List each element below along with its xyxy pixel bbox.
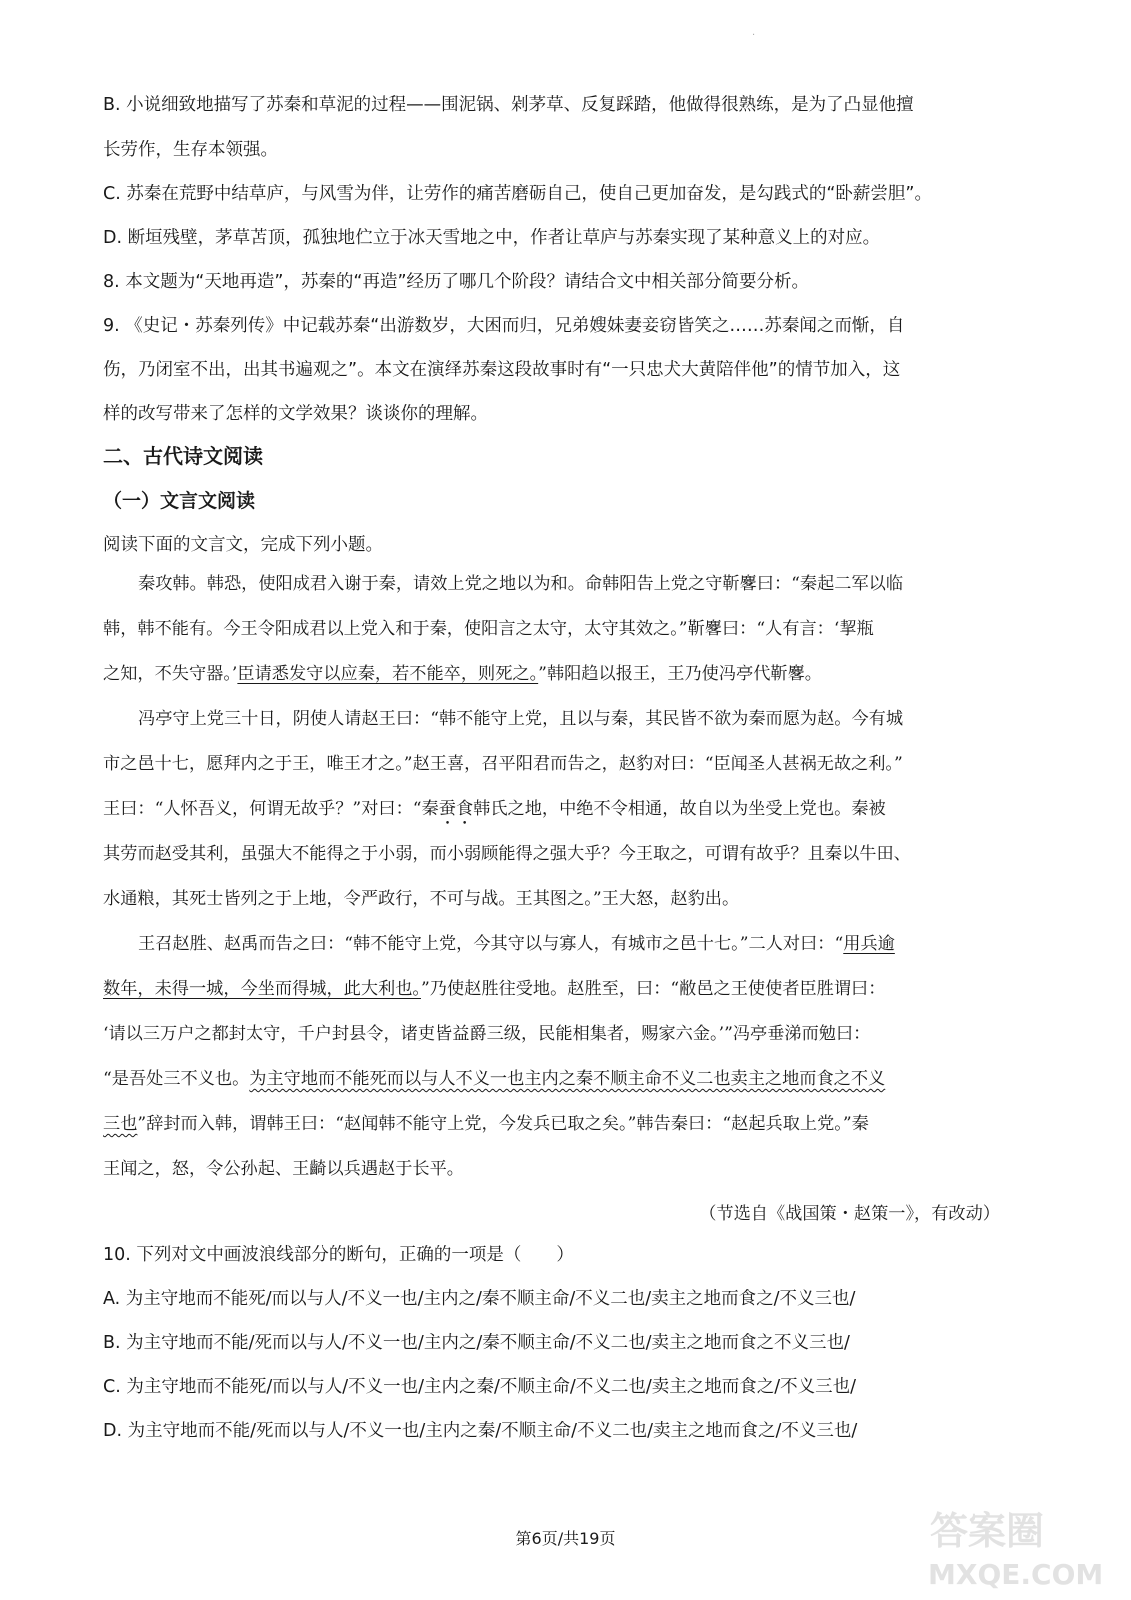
passage-p1-line3 — [103, 662, 1023, 686]
q10-option-c: C. 为主守地而不能死/而以与人/不义一也/主内之秦/不顺主命/不义二也/卖主之地而食之/不义三也/ — [103, 1377, 857, 1397]
passage-text: ”韩阳趋以报王，王乃使冯亭代靳𪊲。 — [538, 664, 822, 684]
passage-text: ”辞封而入韩，谓韩王曰：“赵闻韩不能守上党，今发兵已取之矣。”韩告秦曰：“赵起兵取上党。”秦 — [137, 1114, 869, 1134]
underlined-sentence: 用兵逾 — [843, 934, 895, 954]
passage-p3-line2 — [103, 977, 1023, 1001]
passage-p2-line5: 水通粮，其死士皆列之于上地，令严政行，不可与战。王其图之。”王大怒，赵豹出。 — [103, 889, 740, 909]
passage-source: （节选自《战国策・赵策一》，有改动） — [699, 1204, 1000, 1224]
question-8: 8. 本文题为“天地再造”，苏秦的“再造”经历了哪几个阶段？请结合文中相关部分简要分析。 — [103, 272, 810, 292]
passage-text: 之知，不失守器。’ — [103, 664, 238, 684]
passage-p3-line1 — [138, 932, 1018, 956]
passage-text: 王召赵胜、赵禹而告之曰：“韩不能守上党，今其守以与寡人，有城市之邑十七。”二人对曰：“ — [138, 934, 844, 954]
subsection-title: （一）文言文阅读 — [103, 490, 256, 512]
wavy-underlined-text: 三也 — [103, 1114, 138, 1134]
scan-speck: · — [752, 30, 756, 41]
passage-text: 韩氏之地，中绝不令相通，故自以为坐受上党也。秦被 — [473, 799, 886, 819]
passage-text: ”乃使赵胜往受地。赵胜至，曰：“敝邑之王使使者臣胜谓曰： — [420, 979, 886, 999]
passage-p3-line3: ‘请以三万户之都封太守，千户封县令，诸吏皆益爵三级，民能相集者，赐家六金。’”冯亭垂涕而勉曰： — [103, 1024, 871, 1044]
question-9-line1: 9. 《史记・苏秦列传》中记载苏秦“出游数岁，大困而归，兄弟嫂妹妻妾窃皆笑之……苏秦闻之而惭，自 — [103, 316, 905, 336]
watermark-top-text: 答案圈 — [930, 1509, 1045, 1553]
passage-text: 王曰：“人怀吾义，何谓无故乎？”对曰：“秦 — [103, 799, 439, 819]
passage-p2-line1: 冯亭守上党三十日，阴使人请赵王曰：“韩不能守上党，且以与秦，其民皆不欲为秦而愿为赵。今有城 — [138, 709, 904, 729]
passage-text: “是吾处三不义也。 — [103, 1069, 250, 1089]
dotted-word: 蚕食 — [438, 799, 474, 819]
passage-p2-line4: 其劳而赵受其利，虽强大不能得之于小弱，而小弱顾能得之强大乎？今王取之，可谓有故乎？且秦以牛田、 — [103, 844, 911, 864]
q10-option-a: A. 为主守地而不能死/而以与人/不义一也/主内之/秦不顺主命/不义二也/卖主之地而食之/不义三也/ — [103, 1289, 856, 1309]
question-9-line2: 伤，乃闭室不出，出其书遍观之”。本文在演绎苏秦这段故事时有“一只忠犬大黄陪伴他”的情节加入，这 — [103, 360, 901, 380]
section-title: 二、古代诗文阅读 — [103, 444, 263, 468]
underlined-sentence: 臣请悉发守以应秦，若不能卒，则死之。 — [237, 664, 539, 684]
watermark-logo — [922, 1500, 1117, 1592]
passage-p3-line5 — [103, 1112, 1023, 1136]
reading-instruction: 阅读下面的文言文，完成下列小题。 — [103, 535, 383, 555]
question-9-line3: 样的改写带来了怎样的文学效果？谈谈你的理解。 — [103, 404, 488, 424]
q10-option-b: B. 为主守地而不能/死而以与人/不义一也/主内之/秦不顺主命/不义二也/卖主之地而食之不义三也/ — [103, 1333, 850, 1353]
watermark-bottom-text: MXQE.COM — [928, 1558, 1104, 1591]
q10-option-d: D. 为主守地而不能/死而以与人/不义一也/主内之秦/不顺主命/不义二也/卖主之地而食之/不义三也/ — [103, 1421, 858, 1441]
q7-option-d: D. 断垣残壁，茅草苫顶，孤独地伫立于冰天雪地之中，作者让草庐与苏秦实现了某种意义上的对应。 — [103, 228, 881, 248]
wavy-underlined-text: 为主守地而不能死而以与人不义一也主内之秦不顺主命不义二也卖主之地而食之不义 — [249, 1069, 886, 1089]
underlined-sentence: 数年，未得一城，今坐而得城，此大利也。 — [103, 979, 421, 999]
passage-p3-line6: 王闻之，怒，令公孙起、王齮以兵遇赵于长平。 — [103, 1159, 464, 1179]
q7-option-b-line1: B. 小说细致地描写了苏秦和草泥的过程——围泥锅、剁茅草、反复踩踏，他做得很熟练，是为了凸显他擅 — [103, 95, 914, 115]
q7-option-b-line2: 长劳作，生存本领强。 — [103, 140, 278, 160]
passage-p1-line1: 秦攻韩。韩恐，使阳成君入谢于秦，请效上党之地以为和。命韩阳告上党之守靳𪊲曰：“秦起二军以临 — [138, 574, 904, 594]
q7-option-c: C. 苏秦在荒野中结草庐，与风雪为伴，让劳作的痛苦磨砺自己，使自己更加奋发，是勾践式的“卧薪尝胆”。 — [103, 184, 932, 204]
passage-p1-line2: 韩，韩不能有。今王令阳成君以上党入和于秦，使阳言之太守，太守其效之。”靳𪊲曰：“人有言：‘挈瓶 — [103, 619, 874, 639]
passage-p2-line3 — [103, 797, 1023, 829]
passage-p2-line2: 市之邑十七，愿拜内之于王，唯王才之。”赵王喜，召平阳君而告之，赵豹对曰：“臣闻圣人甚祸无故之利。” — [103, 754, 903, 774]
page-number: 第6页/共19页 — [515, 1529, 616, 1548]
question-10-stem: 10. 下列对文中画波浪线部分的断句，正确的一项是（ ） — [103, 1245, 574, 1265]
passage-p3-line4 — [103, 1067, 1023, 1091]
